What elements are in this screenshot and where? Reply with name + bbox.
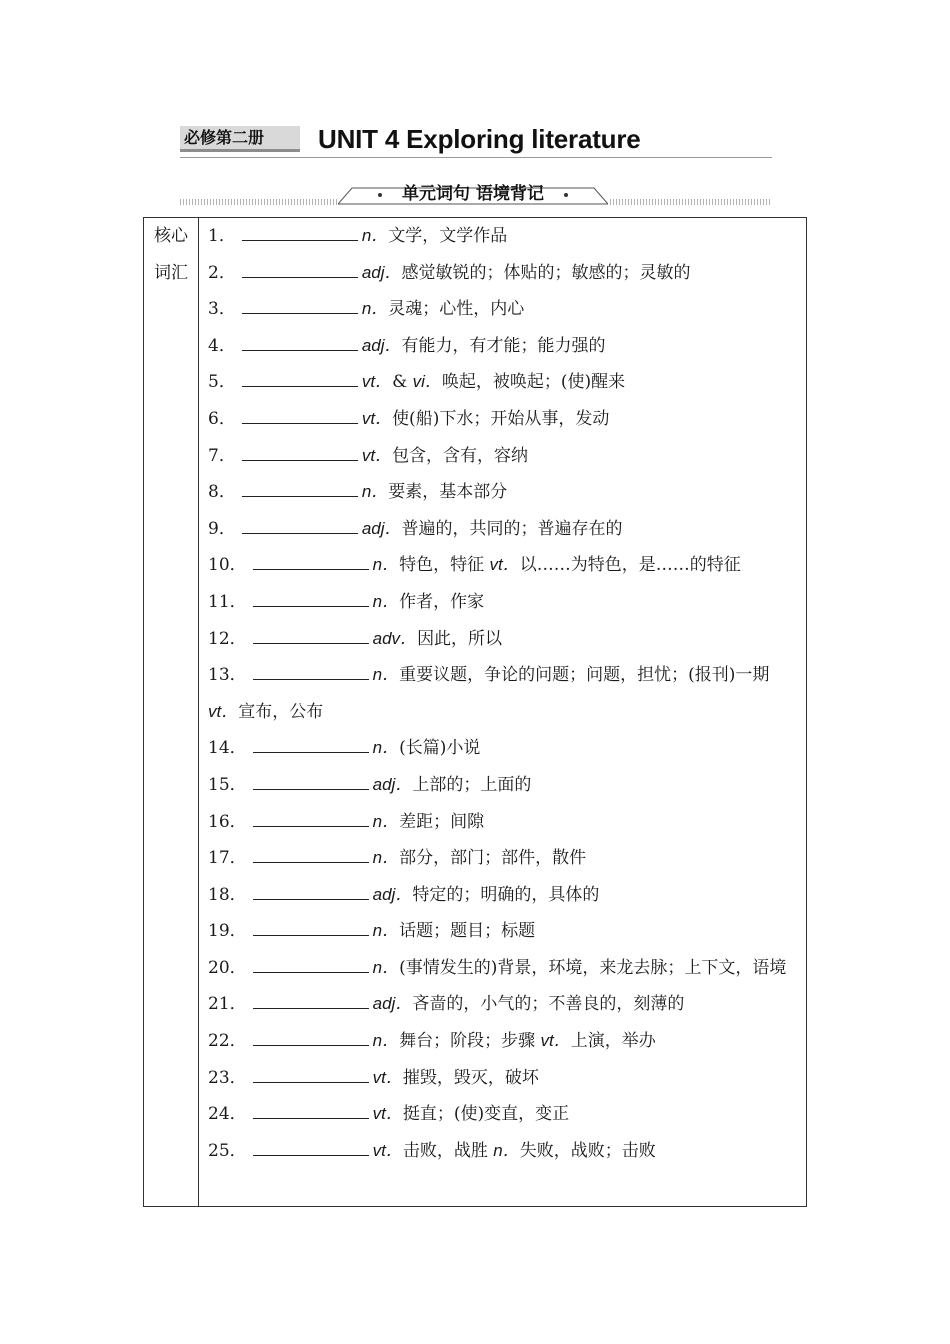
definition: 唤起，被唤起；(使)醒来 bbox=[441, 372, 626, 393]
part-of-speech: vt． bbox=[489, 555, 520, 575]
part-of-speech: n． bbox=[372, 555, 400, 575]
vocab-entry bbox=[208, 840, 800, 877]
hatch-decoration-left bbox=[180, 199, 338, 205]
vocab-entry bbox=[208, 401, 800, 438]
answer-blank[interactable] bbox=[242, 478, 358, 497]
hatch-decoration-right bbox=[610, 199, 772, 205]
vocab-entry bbox=[208, 1096, 800, 1133]
vocab-entry bbox=[208, 1023, 800, 1060]
answer-blank[interactable] bbox=[253, 808, 369, 827]
part-of-speech: adj． bbox=[361, 335, 402, 355]
column-divider bbox=[198, 218, 199, 1206]
part-of-speech: n． bbox=[372, 738, 400, 758]
entry-number: 14． bbox=[208, 738, 247, 759]
entry-number: 15． bbox=[208, 774, 247, 795]
vocab-entry bbox=[208, 364, 800, 401]
definition: 挺直；(使)变直，变正 bbox=[402, 1104, 570, 1125]
section-frame bbox=[338, 184, 608, 206]
vocab-entry bbox=[208, 255, 800, 292]
answer-blank[interactable] bbox=[253, 1100, 369, 1119]
category-label-line2: 词汇 bbox=[154, 262, 188, 283]
part-of-speech: n． bbox=[361, 299, 389, 319]
definition: 以……为特色，是……的特征 bbox=[519, 555, 741, 576]
vocab-entry bbox=[208, 913, 800, 950]
answer-blank[interactable] bbox=[253, 771, 369, 790]
entry-number: 9． bbox=[208, 518, 236, 539]
definition: 上部的；上面的 bbox=[412, 774, 532, 795]
definition: 舞台；阶段；步骤 bbox=[399, 1031, 541, 1052]
section-bar bbox=[180, 184, 772, 206]
entry-number: 10． bbox=[208, 555, 247, 576]
part-of-speech: adv． bbox=[372, 628, 418, 648]
section-title: 单元词句 语境背记 bbox=[402, 184, 544, 204]
part-of-speech: n． bbox=[372, 921, 400, 941]
definition: (事情发生的)背景，环境，来龙去脉；上下文，语境 bbox=[399, 957, 787, 978]
definition: 特色，特征 bbox=[399, 555, 490, 576]
definition: 感觉敏锐的；体贴的；敏感的；灵敏的 bbox=[401, 262, 691, 283]
entry-number: 24． bbox=[208, 1104, 247, 1125]
part-of-speech: adj． bbox=[372, 774, 413, 794]
textbook-badge: 必修第二册 bbox=[180, 126, 300, 152]
entry-number: 2． bbox=[208, 262, 236, 283]
answer-blank[interactable] bbox=[253, 734, 369, 753]
definition: 特定的；明确的，具体的 bbox=[412, 884, 600, 905]
entry-number: 20． bbox=[208, 957, 247, 978]
definition: 使(船)下水；开始从事，发动 bbox=[392, 408, 610, 429]
entry-number: 11． bbox=[208, 591, 247, 612]
entry-number: 12． bbox=[208, 628, 247, 649]
answer-blank[interactable] bbox=[253, 917, 369, 936]
definition: 宣布，公布 bbox=[238, 701, 324, 722]
vocab-entry bbox=[208, 328, 800, 365]
category-cell bbox=[144, 218, 198, 291]
answer-blank[interactable] bbox=[253, 588, 369, 607]
definition: (长篇)小说 bbox=[399, 738, 481, 759]
definition: 包含，含有，容纳 bbox=[392, 445, 529, 466]
definition: 文学，文学作品 bbox=[388, 226, 508, 246]
part-of-speech: vt． bbox=[372, 1067, 403, 1087]
part-of-speech: vt． bbox=[540, 1031, 571, 1051]
definition: 有能力，有才能；能力强的 bbox=[401, 335, 606, 356]
part-of-speech: n． bbox=[372, 591, 400, 611]
page-header bbox=[180, 122, 772, 158]
entry-number: 25． bbox=[208, 1140, 247, 1161]
entry-number: 16． bbox=[208, 811, 247, 832]
entry-number: 21． bbox=[208, 994, 247, 1015]
entry-number: 13． bbox=[208, 665, 247, 686]
entry-number: 6． bbox=[208, 408, 236, 429]
definition: 因此，所以 bbox=[417, 628, 503, 649]
part-of-speech: n． bbox=[361, 482, 389, 502]
definition: 重要议题，争论的问题；问题，担忧；(报刊)一期 bbox=[399, 665, 770, 686]
answer-blank[interactable] bbox=[242, 368, 358, 387]
definition: & bbox=[392, 372, 413, 393]
category-label-line1: 核心 bbox=[154, 226, 188, 246]
part-of-speech: adj． bbox=[372, 994, 413, 1014]
header-divider bbox=[180, 157, 772, 158]
entry-number: 19． bbox=[208, 921, 247, 942]
entry-number: 5． bbox=[208, 372, 236, 393]
answer-blank[interactable] bbox=[242, 295, 358, 314]
part-of-speech: n． bbox=[493, 1140, 520, 1160]
part-of-speech: adj． bbox=[372, 884, 413, 904]
part-of-speech: vi． bbox=[412, 372, 442, 392]
vocab-entry bbox=[208, 474, 800, 511]
part-of-speech: vt． bbox=[372, 1140, 403, 1160]
vocab-entry bbox=[208, 767, 800, 804]
definition: 要素，基本部分 bbox=[388, 482, 508, 503]
answer-blank[interactable] bbox=[242, 259, 358, 278]
definition: 摧毁，毁灭，破坏 bbox=[402, 1067, 539, 1088]
answer-blank[interactable] bbox=[253, 551, 369, 570]
definition: 话题；题目；标题 bbox=[399, 921, 536, 942]
vocab-entry bbox=[208, 218, 800, 255]
answer-blank[interactable] bbox=[253, 954, 369, 973]
vocab-entry bbox=[208, 950, 800, 987]
vocab-entry bbox=[208, 584, 800, 621]
answer-blank[interactable] bbox=[253, 881, 369, 900]
entry-number: 23． bbox=[208, 1067, 247, 1088]
part-of-speech: vt． bbox=[361, 408, 393, 428]
part-of-speech: adj． bbox=[361, 518, 402, 538]
answer-blank[interactable] bbox=[253, 844, 369, 863]
part-of-speech: n． bbox=[372, 848, 400, 868]
entry-number: 8． bbox=[208, 482, 236, 503]
part-of-speech: vt． bbox=[372, 1104, 403, 1124]
definition: 作者，作家 bbox=[399, 591, 485, 612]
definition: 差距；间隙 bbox=[399, 811, 485, 832]
vocab-entry bbox=[208, 1060, 800, 1097]
part-of-speech: vt． bbox=[208, 701, 239, 721]
vocab-entry bbox=[208, 657, 800, 730]
answer-blank[interactable] bbox=[242, 442, 358, 461]
definition: 灵魂；心性，内心 bbox=[388, 299, 525, 320]
entry-number: 7． bbox=[208, 445, 236, 466]
answer-blank[interactable] bbox=[253, 990, 369, 1009]
entry-list bbox=[208, 218, 800, 1169]
unit-title: UNIT 4 Exploring literature bbox=[318, 124, 641, 154]
vocab-entry bbox=[208, 986, 800, 1023]
answer-blank[interactable] bbox=[253, 661, 369, 680]
vocab-entry bbox=[208, 547, 800, 584]
part-of-speech: vt． bbox=[361, 372, 393, 392]
part-of-speech: vt． bbox=[361, 445, 393, 465]
entry-number: 18． bbox=[208, 884, 247, 905]
entry-number: 4． bbox=[208, 335, 236, 356]
vocab-entry bbox=[208, 511, 800, 548]
definition: 吝啬的，小气的；不善良的，刻薄的 bbox=[412, 994, 685, 1015]
definition: 普遍的，共同的；普遍存在的 bbox=[401, 518, 623, 539]
answer-blank[interactable] bbox=[242, 405, 358, 424]
vocab-entry bbox=[208, 730, 800, 767]
vocab-entry bbox=[208, 877, 800, 914]
part-of-speech: n． bbox=[361, 226, 389, 245]
answer-blank[interactable] bbox=[242, 332, 358, 351]
entry-number: 22． bbox=[208, 1031, 247, 1052]
answer-blank[interactable] bbox=[253, 1027, 369, 1046]
vocab-entry bbox=[208, 1133, 800, 1170]
definition: 部分，部门；部件，散件 bbox=[399, 848, 587, 869]
vocabulary-table bbox=[143, 217, 807, 1207]
answer-blank[interactable] bbox=[242, 222, 358, 241]
answer-blank[interactable] bbox=[253, 625, 369, 644]
definition: 失败，战败；击败 bbox=[519, 1140, 656, 1161]
entry-number: 1． bbox=[208, 226, 236, 246]
part-of-speech: n． bbox=[372, 957, 400, 977]
vocab-entry bbox=[208, 291, 800, 328]
vocab-entry bbox=[208, 621, 800, 658]
part-of-speech: adj． bbox=[361, 262, 402, 282]
vocab-entry bbox=[208, 804, 800, 841]
answer-blank[interactable] bbox=[242, 515, 358, 534]
part-of-speech: n． bbox=[372, 1031, 400, 1051]
part-of-speech: n． bbox=[372, 811, 400, 831]
vocab-entry bbox=[208, 438, 800, 475]
part-of-speech: n． bbox=[372, 665, 400, 685]
answer-blank[interactable] bbox=[253, 1137, 369, 1156]
answer-blank[interactable] bbox=[253, 1064, 369, 1083]
entry-number: 3． bbox=[208, 299, 236, 320]
definition: 上演，举办 bbox=[570, 1031, 656, 1052]
definition: 击败，战胜 bbox=[402, 1140, 494, 1161]
entry-number: 17． bbox=[208, 848, 247, 869]
